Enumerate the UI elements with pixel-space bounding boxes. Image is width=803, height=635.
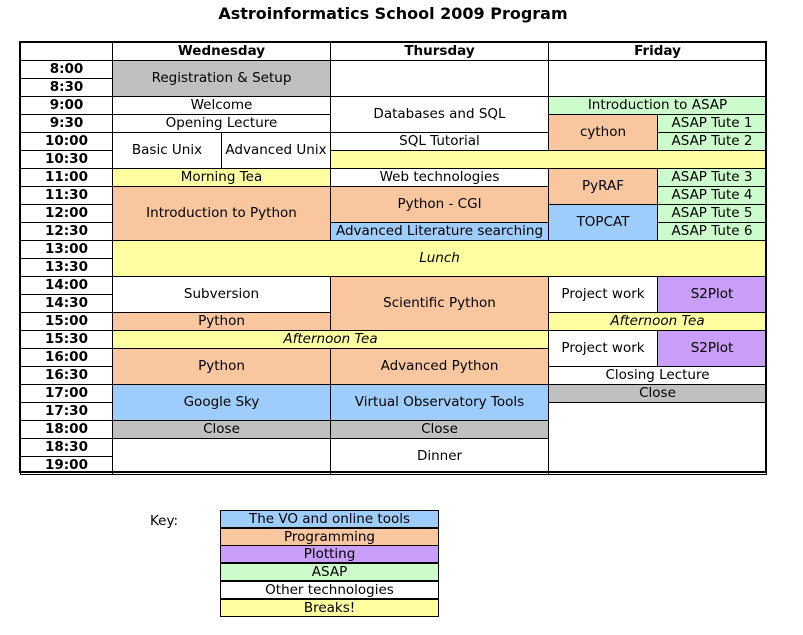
session-cython: cython <box>548 114 658 151</box>
session-pyraf: PyRAF <box>548 168 658 205</box>
session-sql-tutorial: SQL Tutorial <box>330 132 549 151</box>
time-label: 11:00 <box>20 168 113 187</box>
time-label: 14:30 <box>20 294 113 313</box>
session-project-work: Project work <box>548 276 658 313</box>
session-scientific-python: Scientific Python <box>330 276 549 331</box>
time-label: 8:00 <box>20 60 113 79</box>
session-afternoon-tea: Afternoon Tea <box>548 312 767 331</box>
session-s2plot: S2Plot <box>657 276 767 313</box>
session-topcat: TOPCAT <box>548 204 658 241</box>
session-morning-tea: Morning Tea <box>112 168 331 187</box>
time-label: 18:00 <box>20 420 113 439</box>
session-databases-and-sql: Databases and SQL <box>330 96 549 133</box>
session-empty <box>548 60 767 97</box>
session-advanced-literature-searching: Advanced Literature searching <box>330 222 549 241</box>
session-closing-lecture: Closing Lecture <box>548 366 767 385</box>
session-registration-setup: Registration & Setup <box>112 60 331 97</box>
session-asap-tute-2: ASAP Tute 2 <box>657 132 767 151</box>
legend-item-other-technologies: Other technologies <box>220 581 439 599</box>
time-label: 9:30 <box>20 114 113 133</box>
time-label: 8:30 <box>20 78 113 97</box>
session-python-cgi: Python - CGI <box>330 186 549 223</box>
session-opening-lecture: Opening Lecture <box>112 114 331 133</box>
session-python: Python <box>112 312 331 331</box>
time-label: 13:00 <box>20 240 113 259</box>
session-advanced-python: Advanced Python <box>330 348 549 385</box>
key-label: Key: <box>150 513 179 529</box>
session-empty <box>112 438 331 475</box>
session-project-work: Project work <box>548 330 658 367</box>
day-header-friday: Friday <box>548 42 767 61</box>
time-label: 16:30 <box>20 366 113 385</box>
legend-item-the-vo-and-online-tools: The VO and online tools <box>220 510 439 528</box>
session-python: Python <box>112 348 331 385</box>
session-subversion: Subversion <box>112 276 331 313</box>
time-label: 10:00 <box>20 132 113 151</box>
session-basic-unix: Basic Unix <box>112 132 222 169</box>
time-label: 15:00 <box>20 312 113 331</box>
time-label: 15:30 <box>20 330 113 349</box>
session-asap-tute-6: ASAP Tute 6 <box>657 222 767 241</box>
legend-item-breaks: Breaks! <box>220 599 439 617</box>
session-virtual-observatory-tools: Virtual Observatory Tools <box>330 384 549 421</box>
session-afternoon-tea: Afternoon Tea <box>112 330 549 349</box>
time-label: 11:30 <box>20 186 113 205</box>
legend-item-asap: ASAP <box>220 563 439 581</box>
session-google-sky: Google Sky <box>112 384 331 421</box>
time-label: 10:30 <box>20 150 113 169</box>
legend-item-plotting: Plotting <box>220 545 439 563</box>
time-label: 17:00 <box>20 384 113 403</box>
session-welcome: Welcome <box>112 96 331 115</box>
session-close: Close <box>330 420 549 439</box>
time-label: 16:00 <box>20 348 113 367</box>
legend-item-programming: Programming <box>220 528 439 546</box>
session-close: Close <box>112 420 331 439</box>
session-empty <box>330 150 767 169</box>
time-label: 13:30 <box>20 258 113 277</box>
session-lunch: Lunch <box>112 240 767 277</box>
time-label: 14:00 <box>20 276 113 295</box>
day-header-thursday: Thursday <box>330 42 549 61</box>
time-label: 12:30 <box>20 222 113 241</box>
session-asap-tute-4: ASAP Tute 4 <box>657 186 767 205</box>
session-introduction-to-python: Introduction to Python <box>112 186 331 241</box>
header-corner-cell <box>20 42 113 61</box>
session-asap-tute-3: ASAP Tute 3 <box>657 168 767 187</box>
session-empty <box>330 60 549 97</box>
session-asap-tute-5: ASAP Tute 5 <box>657 204 767 223</box>
time-label: 19:00 <box>20 456 113 475</box>
session-empty <box>548 402 767 475</box>
session-introduction-to-asap: Introduction to ASAP <box>548 96 767 115</box>
session-s2plot: S2Plot <box>657 330 767 367</box>
session-dinner: Dinner <box>330 438 549 475</box>
session-asap-tute-1: ASAP Tute 1 <box>657 114 767 133</box>
time-label: 17:30 <box>20 402 113 421</box>
session-advanced-unix: Advanced Unix <box>221 132 331 169</box>
session-web-technologies: Web technologies <box>330 168 549 187</box>
day-header-wednesday: Wednesday <box>112 42 331 61</box>
session-close: Close <box>548 384 767 403</box>
time-label: 12:00 <box>20 204 113 223</box>
page-title: Astroinformatics School 2009 Program <box>218 4 568 23</box>
time-label: 18:30 <box>20 438 113 457</box>
time-label: 9:00 <box>20 96 113 115</box>
